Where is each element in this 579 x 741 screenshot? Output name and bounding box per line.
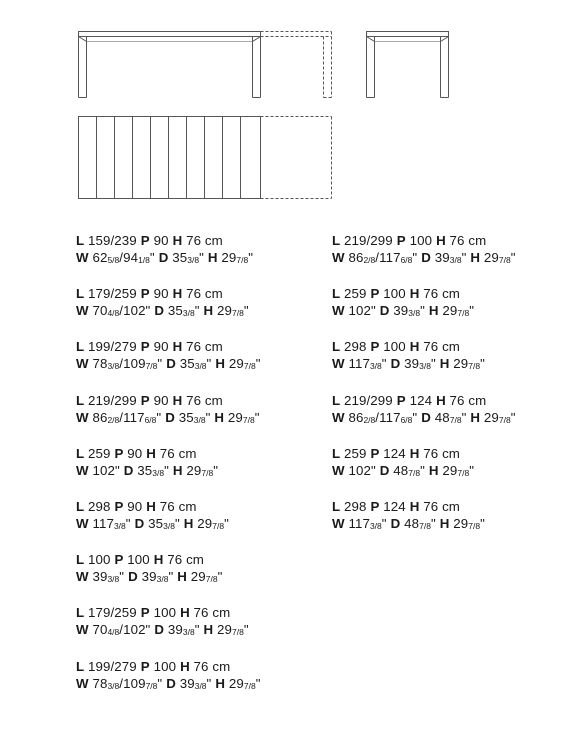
- depth-label: P: [114, 498, 124, 514]
- length-label: L: [76, 445, 85, 461]
- depth-label: P: [140, 339, 150, 355]
- dimension-entry: [332, 285, 516, 338]
- dimension-entry: [332, 232, 516, 285]
- width-value: 1173/8": [348, 356, 387, 372]
- depth-value: 90: [149, 286, 169, 302]
- depth-value: 100: [379, 286, 406, 302]
- height-value: 297/8": [228, 675, 261, 691]
- height-label: H: [439, 515, 454, 531]
- width-value: 783/8/1097/8": [92, 356, 163, 372]
- dimension-entry: [76, 232, 261, 285]
- depth-label: D: [421, 409, 435, 425]
- height-label: H: [207, 250, 222, 265]
- metric-dimensions: [76, 498, 261, 515]
- height-label: H: [428, 303, 443, 319]
- depth-label: D: [379, 303, 394, 319]
- height-label: H: [470, 409, 484, 425]
- length-label: L: [76, 552, 85, 568]
- depth-value: 353/8": [179, 356, 212, 372]
- width-label: W: [76, 515, 93, 531]
- depth-value: 393/8": [141, 569, 174, 585]
- depth-label: D: [166, 356, 180, 372]
- dimension-entry: [332, 445, 516, 498]
- height-label: H: [146, 445, 156, 461]
- height-value: 297/8": [442, 462, 475, 478]
- depth-value: 353/8": [172, 250, 204, 265]
- depth-value: 393/8": [167, 622, 200, 638]
- dimension-entry: [332, 498, 516, 551]
- dimension-entry: [76, 285, 261, 338]
- depth-label: D: [128, 569, 142, 585]
- height-label: H: [146, 498, 156, 514]
- dimension-entry: [76, 338, 261, 391]
- metric-dimensions: [76, 551, 261, 568]
- width-label: W: [332, 515, 349, 531]
- depth-label: D: [123, 462, 138, 478]
- depth-label: D: [165, 409, 179, 425]
- depth-value: 100: [405, 233, 433, 248]
- length-label: L: [332, 339, 341, 355]
- depth-value: 353/8": [137, 462, 169, 478]
- depth-value: 100: [149, 605, 177, 621]
- depth-value: 487/8": [393, 462, 425, 478]
- length-value: 259: [84, 445, 111, 461]
- depth-label: P: [396, 233, 406, 248]
- height-value: 76 cm: [419, 286, 460, 302]
- dimension-entry: [76, 604, 261, 657]
- height-label: H: [215, 356, 229, 372]
- length-label: L: [332, 233, 341, 248]
- depth-value: 393/8": [434, 250, 467, 265]
- metric-dimensions: [332, 445, 516, 462]
- imperial-dimensions: [76, 302, 261, 322]
- height-value: 297/8": [217, 303, 249, 319]
- height-value: 76 cm: [182, 392, 223, 408]
- width-value: 704/8/102": [92, 303, 151, 319]
- dimension-entry: [76, 498, 261, 551]
- length-label: L: [76, 339, 85, 355]
- metric-dimensions: [76, 658, 261, 675]
- width-label: W: [76, 303, 93, 319]
- imperial-dimensions: [76, 568, 261, 588]
- width-label: W: [332, 409, 349, 425]
- height-label: H: [172, 462, 187, 478]
- depth-label: P: [370, 339, 380, 355]
- length-value: 219/299: [340, 233, 393, 248]
- depth-label: P: [140, 392, 150, 408]
- width-label: W: [332, 462, 349, 478]
- depth-value: 353/8": [167, 303, 200, 319]
- height-label: H: [172, 392, 183, 408]
- table-side-elevation-icon: [367, 32, 449, 98]
- length-label: L: [76, 233, 85, 248]
- depth-value: 90: [149, 339, 169, 355]
- width-label: W: [76, 409, 93, 425]
- metric-dimensions: [76, 285, 261, 302]
- height-label: H: [203, 622, 218, 638]
- height-value: 297/8": [483, 409, 516, 425]
- depth-label: P: [370, 498, 380, 514]
- depth-value: 393/8": [393, 303, 425, 319]
- depth-value: 353/8": [148, 515, 180, 531]
- height-label: H: [203, 303, 218, 319]
- height-value: 297/8": [453, 356, 485, 372]
- metric-dimensions: [76, 445, 261, 462]
- height-value: 76 cm: [189, 658, 231, 674]
- depth-value: 124: [379, 445, 406, 461]
- length-value: 179/259: [84, 286, 137, 302]
- imperial-dimensions: [76, 621, 261, 641]
- depth-value: 90: [123, 498, 143, 514]
- length-value: 199/279: [84, 658, 137, 674]
- width-value: 862/8/1176/8": [348, 409, 418, 425]
- length-label: L: [76, 498, 85, 514]
- height-label: H: [183, 515, 198, 531]
- table-top-plan-icon: [79, 117, 332, 199]
- height-label: H: [172, 233, 183, 248]
- width-value: 862/8/1176/8": [92, 409, 162, 425]
- depth-label: P: [114, 445, 124, 461]
- dimension-entry: [332, 338, 516, 391]
- depth-label: D: [390, 356, 405, 372]
- dimension-entry: [332, 392, 516, 445]
- width-label: W: [76, 675, 93, 691]
- depth-value: 124: [405, 392, 433, 408]
- metric-dimensions: [76, 604, 261, 621]
- height-label: H: [180, 658, 190, 674]
- width-value: 862/8/1176/8": [348, 250, 418, 265]
- metric-dimensions: [332, 338, 516, 355]
- height-label: H: [436, 392, 446, 408]
- height-value: 76 cm: [419, 339, 460, 355]
- height-value: 76 cm: [182, 339, 223, 355]
- length-label: L: [332, 392, 341, 408]
- imperial-dimensions: [332, 515, 516, 535]
- depth-label: P: [140, 605, 150, 621]
- length-value: 100: [84, 552, 111, 568]
- height-value: 297/8": [453, 515, 485, 531]
- height-label: H: [153, 552, 164, 568]
- height-value: 297/8": [197, 515, 229, 531]
- length-label: L: [332, 445, 341, 461]
- imperial-dimensions: [76, 409, 261, 429]
- height-label: H: [470, 250, 484, 265]
- depth-label: D: [379, 462, 394, 478]
- depth-value: 90: [149, 233, 169, 248]
- height-value: 297/8": [227, 409, 260, 425]
- height-value: 297/8": [442, 303, 475, 319]
- depth-label: D: [421, 250, 435, 265]
- depth-value: 353/8": [178, 409, 211, 425]
- width-value: 102": [348, 303, 376, 319]
- depth-value: 487/8": [434, 409, 467, 425]
- height-value: 76 cm: [182, 286, 223, 302]
- metric-dimensions: [76, 232, 261, 249]
- length-value: 179/259: [84, 605, 137, 621]
- height-label: H: [409, 445, 420, 461]
- depth-label: P: [140, 286, 150, 302]
- height-label: H: [172, 286, 183, 302]
- width-value: 102": [92, 462, 120, 478]
- length-label: L: [76, 605, 85, 621]
- width-label: W: [76, 622, 93, 638]
- height-value: 76 cm: [156, 498, 197, 514]
- imperial-dimensions: [332, 409, 516, 429]
- width-label: W: [76, 462, 93, 478]
- height-label: H: [172, 339, 183, 355]
- depth-label: D: [158, 250, 173, 265]
- length-label: L: [76, 286, 85, 302]
- imperial-dimensions: [76, 515, 261, 535]
- table-drawings: [0, 0, 579, 232]
- depth-label: D: [134, 515, 149, 531]
- width-value: 102": [348, 462, 376, 478]
- length-value: 298: [340, 498, 367, 514]
- dimensions-column-left: [76, 232, 261, 711]
- length-label: L: [332, 498, 341, 514]
- depth-label: P: [140, 658, 150, 674]
- imperial-dimensions: [332, 462, 516, 482]
- depth-label: D: [390, 515, 405, 531]
- height-label: H: [436, 233, 446, 248]
- depth-label: P: [370, 445, 380, 461]
- depth-value: 487/8": [404, 515, 436, 531]
- dimension-entry: [76, 551, 261, 604]
- length-value: 259: [340, 445, 367, 461]
- height-label: H: [409, 339, 420, 355]
- height-label: H: [439, 356, 454, 372]
- height-value: 76 cm: [445, 392, 487, 408]
- width-label: W: [332, 250, 349, 265]
- length-value: 199/279: [84, 339, 137, 355]
- imperial-dimensions: [76, 355, 261, 375]
- metric-dimensions: [332, 392, 516, 409]
- dimension-entry: [76, 658, 261, 711]
- width-value: 625/8/941/8": [92, 250, 155, 265]
- imperial-dimensions: [76, 675, 261, 695]
- metric-dimensions: [332, 285, 516, 302]
- height-label: H: [180, 605, 190, 621]
- metric-dimensions: [332, 498, 516, 515]
- width-label: W: [76, 569, 93, 585]
- depth-value: 124: [379, 498, 406, 514]
- length-value: 298: [84, 498, 111, 514]
- dimension-entry: [76, 445, 261, 498]
- height-label: H: [409, 498, 420, 514]
- length-label: L: [332, 286, 341, 302]
- height-value: 297/8": [217, 622, 249, 638]
- length-value: 298: [340, 339, 367, 355]
- height-label: H: [428, 462, 443, 478]
- height-label: H: [409, 286, 420, 302]
- length-value: 159/239: [84, 233, 137, 248]
- height-label: H: [215, 675, 229, 691]
- width-label: W: [332, 356, 349, 372]
- dimension-entry: [76, 392, 261, 445]
- width-label: W: [332, 303, 349, 319]
- height-value: 297/8": [186, 462, 219, 478]
- height-value: 297/8": [483, 250, 516, 265]
- height-value: 297/8": [221, 250, 254, 265]
- depth-value: 393/8": [179, 675, 212, 691]
- height-label: H: [177, 569, 191, 585]
- metric-dimensions: [76, 392, 261, 409]
- metric-dimensions: [76, 338, 261, 355]
- height-label: H: [214, 409, 228, 425]
- depth-label: P: [114, 552, 124, 568]
- width-value: 704/8/102": [92, 622, 151, 638]
- width-value: 783/8/1097/8": [92, 675, 163, 691]
- depth-label: D: [154, 303, 168, 319]
- depth-value: 90: [149, 392, 169, 408]
- length-value: 259: [340, 286, 367, 302]
- depth-label: P: [396, 392, 406, 408]
- width-label: W: [76, 356, 93, 372]
- depth-value: 90: [123, 445, 143, 461]
- width-label: W: [76, 250, 93, 265]
- imperial-dimensions: [76, 249, 261, 269]
- width-value: 1173/8": [92, 515, 131, 531]
- width-value: 393/8": [92, 569, 125, 585]
- length-label: L: [76, 392, 85, 408]
- depth-label: P: [370, 286, 380, 302]
- metric-dimensions: [332, 232, 516, 249]
- dimensions-column-right: [332, 232, 516, 551]
- length-label: L: [76, 658, 85, 674]
- height-value: 76 cm: [163, 552, 204, 568]
- height-value: 76 cm: [419, 445, 460, 461]
- height-value: 76 cm: [156, 445, 197, 461]
- depth-value: 100: [123, 552, 150, 568]
- depth-value: 100: [379, 339, 406, 355]
- height-value: 76 cm: [182, 233, 223, 248]
- length-value: 219/299: [340, 392, 393, 408]
- height-value: 76 cm: [189, 605, 231, 621]
- height-value: 76 cm: [419, 498, 460, 514]
- imperial-dimensions: [332, 355, 516, 375]
- imperial-dimensions: [76, 462, 261, 482]
- depth-value: 100: [149, 658, 177, 674]
- height-value: 297/8": [190, 569, 223, 585]
- depth-label: P: [140, 233, 150, 248]
- depth-label: D: [154, 622, 168, 638]
- height-value: 297/8": [228, 356, 261, 372]
- height-value: 76 cm: [445, 233, 487, 248]
- length-value: 219/299: [84, 392, 137, 408]
- depth-value: 393/8": [404, 356, 436, 372]
- table-front-elevation-icon: [79, 32, 332, 98]
- depth-label: D: [166, 675, 180, 691]
- imperial-dimensions: [332, 302, 516, 322]
- width-value: 1173/8": [348, 515, 387, 531]
- imperial-dimensions: [332, 249, 516, 269]
